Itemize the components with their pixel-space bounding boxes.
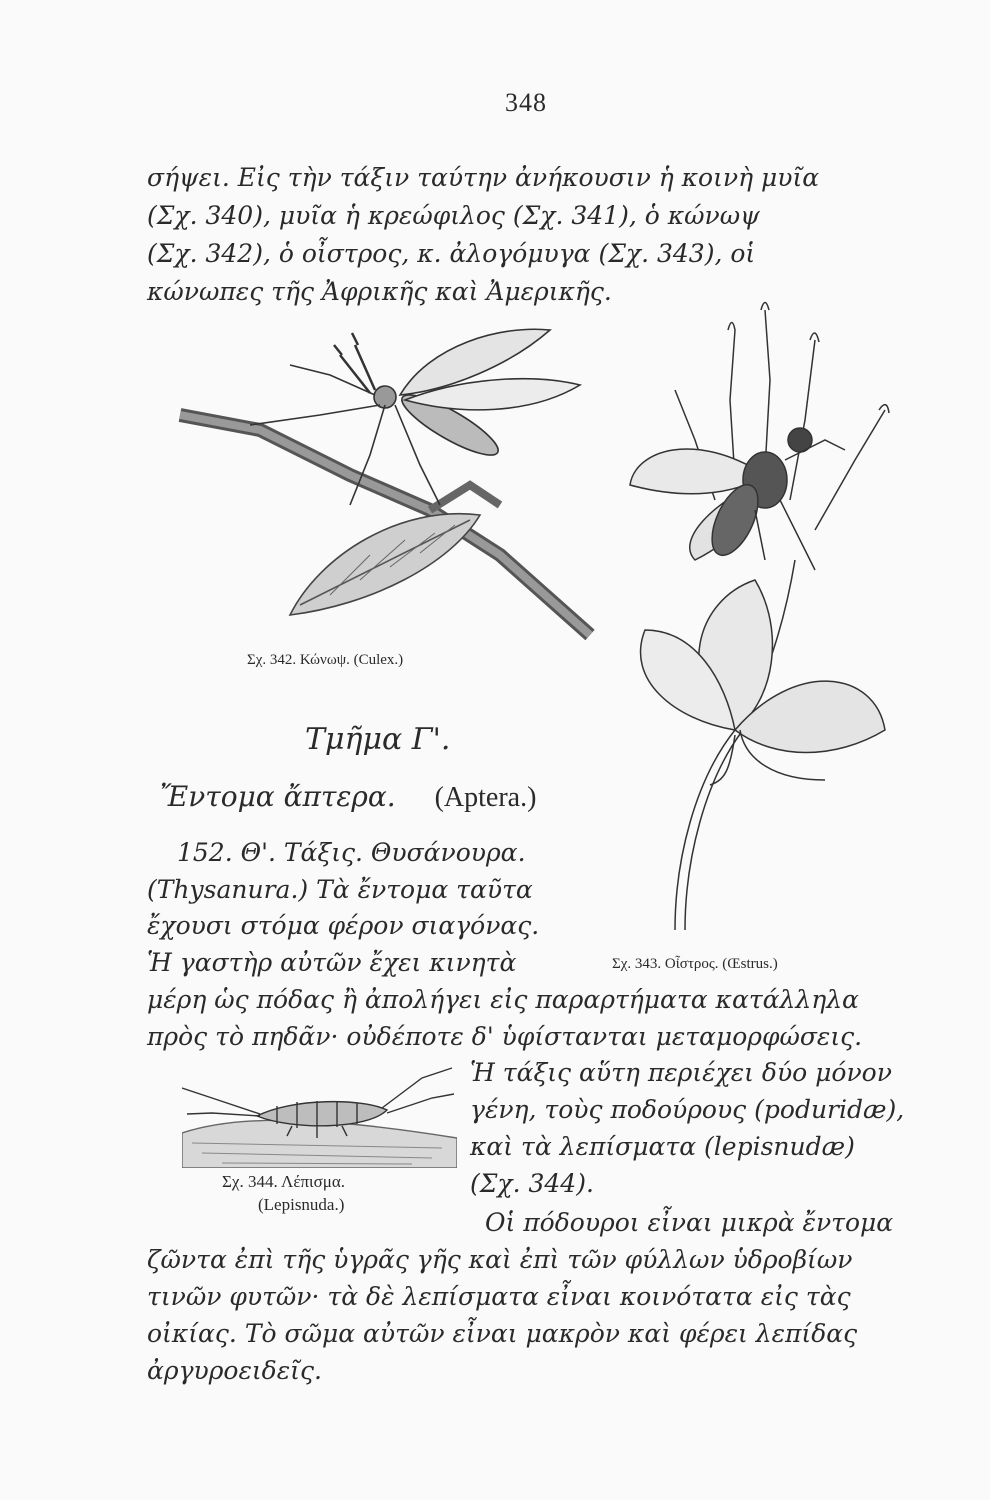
figure-caption: Σχ. 343. Οἶστρος. (Œstrus.) [612, 956, 778, 972]
text-line: 152. Θ'. Τάξις. Θυσάνουρα. [177, 838, 526, 867]
text-line: πρὸς τὸ πηδᾶν· οὐδέποτε δ' ὑφίστανται μεταμορφώσεις. [147, 1022, 863, 1051]
text-line: οἰκίας. Τὸ σῶμα αὐτῶν εἶναι μακρὸν καὶ φέρει λεπίδας [147, 1319, 858, 1348]
section-title: Τμῆμα Γ'. [305, 722, 451, 757]
text-line: γένη, τοὺς ποδούρους (poduridæ), [470, 1095, 905, 1124]
text-line: ἔχουσι στόμα φέρον σιαγόνας. [147, 911, 540, 940]
text-line: μέρη ὡς πόδας ἢ ἀπολήγει εἰς παραρτήματα κατάλληλα [147, 985, 859, 1014]
text-line: τινῶν φυτῶν· τὰ δὲ λεπίσματα εἶναι κοινότατα εἰς τὰς [147, 1282, 851, 1311]
text-line: σήψει. Εἰς τὴν τάξιν ταύτην ἀνήκουσιν ἡ κοινὴ μυῖα [147, 163, 820, 192]
figure-caption: Σχ. 342. Κώνωψ. (Culex.) [247, 652, 404, 668]
text-line: ἀργυροειδεῖς. [147, 1356, 322, 1385]
text-line: ζῶντα ἐπὶ τῆς ὑγρᾶς γῆς καὶ ἐπὶ τῶν φύλλων ὑδροβίων [147, 1245, 853, 1274]
mosquito-illustration [170, 305, 630, 645]
botfly-flower-illustration [615, 300, 905, 940]
figure-caption: Σχ. 344. Λέπισμα. [222, 1172, 346, 1191]
silverfish-illustration [182, 1058, 457, 1168]
page-number: 348 [505, 88, 547, 117]
text-line: κώνωπες τῆς Ἀφρικῆς καὶ Ἀμερικῆς. [147, 277, 612, 306]
subtitle-greek: Ἔντομα ἄπτερα. [160, 780, 396, 813]
section-subtitle [160, 780, 536, 814]
text-line: Ἡ τάξις αὕτη περιέχει δύο μόνον [470, 1058, 892, 1087]
text-line: (Σχ. 340), μυῖα ἡ κρεώφιλος (Σχ. 341), ὁ κώνωψ [147, 201, 760, 230]
text-line: καὶ τὰ λεπίσματα (lepisnudæ) [470, 1132, 855, 1161]
text-line: (Thysanura.) Τὰ ἔντομα ταῦτα [147, 875, 533, 904]
text-line: Οἱ πόδουροι εἶναι μικρὰ ἔντομα [485, 1208, 894, 1237]
figure-caption: (Lepisnuda.) [258, 1195, 345, 1214]
text-line: (Σχ. 344). [470, 1169, 594, 1198]
text-line: Ἡ γαστὴρ αὐτῶν ἔχει κινητὰ [147, 948, 517, 977]
subtitle-latin: (Aptera.) [434, 782, 537, 813]
text-line: (Σχ. 342), ὁ οἶστρος, κ. ἀλογόμυγα (Σχ. 343), οἱ [147, 239, 756, 268]
